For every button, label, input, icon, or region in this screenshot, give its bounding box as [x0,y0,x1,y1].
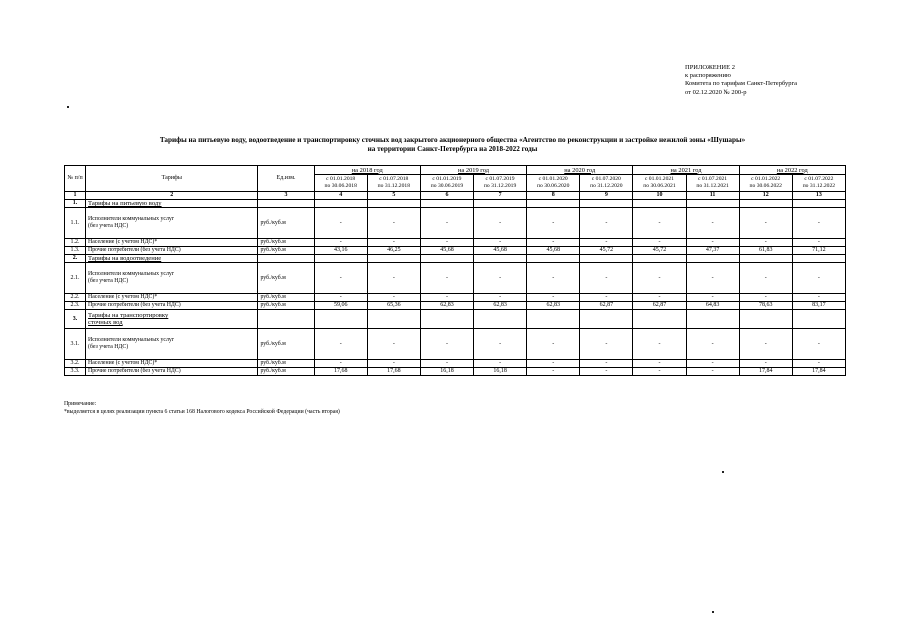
row-number: 3. [65,310,86,329]
column-number: 10 [633,192,686,200]
row-label-line: Население (с учетом НДС)* [88,360,158,366]
column-number: 3 [258,192,314,200]
section-title [86,310,258,329]
period-start: с 01.01.2018 [326,176,356,182]
row-unit: руб./куб.м [258,329,314,360]
tariff-value: 62,83 [527,302,580,310]
footnote-text: *выделяется в целях реализации пункта 6 статьи 168 Налогового кодекса Российской Федерации (часть вторая) [64,409,340,415]
tariff-value: - [739,239,792,247]
appendix-line: к распоряжению [685,72,731,80]
period-end: по 31.12.2020 [590,183,623,189]
period-end: по 30.06.2020 [537,183,570,189]
period-start: с 01.01.2019 [432,176,462,182]
column-number: 9 [580,192,633,200]
row-label-line: (без учета НДС) [88,278,129,284]
tariff-value: - [420,294,473,302]
tariff-value: - [792,263,845,294]
tariff-value: - [633,360,686,368]
row-unit: руб./куб.м [258,263,314,294]
row-number: 3.3. [65,368,86,376]
tariff-value: - [420,239,473,247]
tariff-value: - [474,294,527,302]
row-label [86,239,258,247]
empty-cell [580,200,633,208]
tariff-value: - [686,360,739,368]
row-label [86,302,258,310]
tariff-value: 78,63 [739,302,792,310]
section-row [65,200,846,208]
tariff-value: - [367,208,420,239]
tariff-value: - [633,294,686,302]
row-label-line: (без учета НДС) [88,223,129,229]
row-unit: руб./куб.м [258,239,314,247]
tariff-value: - [580,208,633,239]
footnote-heading: Примечание: [64,401,97,407]
title-line: Тарифы на питьевую воду, водоотведение и транспортировку сточных вод закрытого акционерного общества «Агентство по реконструкции и застройке нежилой зоны «Шушары» [159,136,746,144]
header-period [792,175,845,192]
tariff-value: 45,68 [420,247,473,255]
tariff-value: 17,84 [739,368,792,376]
row-label [86,294,258,302]
empty-cell [686,200,739,208]
tariff-value: - [633,208,686,239]
empty-cell [367,310,420,329]
tariff-value: - [580,360,633,368]
period-end: по 30.06.2018 [324,183,357,189]
appendix-block [685,64,797,97]
tariff-value: - [739,294,792,302]
tariff-value: - [633,239,686,247]
tariff-value: - [686,368,739,376]
tariff-value: 17,68 [314,368,367,376]
tariff-value: - [420,263,473,294]
empty-cell [367,255,420,263]
row-number: 1.1. [65,208,86,239]
period-start: с 01.07.2020 [591,176,621,182]
empty-cell [420,200,473,208]
tariff-value: - [580,368,633,376]
empty-cell [314,255,367,263]
period-end: по 30.06.2022 [749,183,782,189]
section-row [65,310,846,329]
tariff-value: 45,72 [633,247,686,255]
header-year: на 2018 год [314,166,420,175]
table-row [65,329,846,360]
empty-cell [739,200,792,208]
column-number: 13 [792,192,845,200]
header-period [367,175,420,192]
tariff-value: 61,83 [739,247,792,255]
empty-cell [633,200,686,208]
tariff-value: - [474,360,527,368]
tariff-value: - [527,329,580,360]
tariff-value: - [314,294,367,302]
header-year: на 2022 год [739,166,845,175]
empty-cell [474,310,527,329]
empty-cell [580,255,633,263]
tariff-value: 83,17 [792,302,845,310]
tariff-value: - [314,329,367,360]
tariff-value: - [367,263,420,294]
empty-cell [792,200,845,208]
row-number: 2. [65,255,86,263]
period-end: по 30.06.2021 [643,183,676,189]
row-label [86,368,258,376]
table-row [65,368,846,376]
period-end: по 30.06.2019 [430,183,464,189]
tariff-value: 17,68 [367,368,420,376]
empty-cell [258,200,314,208]
row-label [86,329,258,360]
tariff-value: - [792,239,845,247]
footnote [64,400,340,416]
table-row [65,360,846,368]
section-title-line: сточных вод [88,319,123,326]
section-row [65,255,846,263]
tariff-value: 62,83 [420,302,473,310]
tariff-value: - [474,208,527,239]
tariff-value: - [792,360,845,368]
section-title [86,200,258,208]
tariff-value: 16,18 [420,368,473,376]
row-number: 1. [65,200,86,208]
empty-cell [580,310,633,329]
row-label-line: Население (с учетом НДС)* [88,294,158,300]
section-title-line: Тарифы на водоотведение [88,255,162,262]
tariff-value: 43,16 [314,247,367,255]
empty-cell [314,200,367,208]
empty-cell [527,200,580,208]
header-row-column-numbers [65,192,846,200]
tariff-value: - [420,360,473,368]
empty-cell [420,310,473,329]
section-title [86,255,258,263]
tariff-value: - [686,208,739,239]
period-end: по 31.12.2022 [802,183,836,189]
header-period [739,175,792,192]
tariff-value: - [314,208,367,239]
appendix-line: ПРИЛОЖЕНИЕ 2 [685,64,735,71]
table-row [65,294,846,302]
row-unit: руб./куб.м [258,247,314,255]
section-title-line: Тарифы на питьевую воду [88,200,162,207]
period-end: по 31.12.2018 [377,183,410,189]
row-number: 2.3. [65,302,86,310]
row-number: 3.2. [65,360,86,368]
tariff-value: - [527,360,580,368]
header-year: на 2021 год [633,166,739,175]
tariff-value: - [474,239,527,247]
tariff-value: - [792,208,845,239]
tariff-value: - [420,329,473,360]
column-number: 7 [474,192,527,200]
header-tariffs: Тарифы [86,166,258,192]
row-unit: руб./куб.м [258,302,314,310]
tariff-value: 16,18 [474,368,527,376]
tariffs-table [64,165,846,376]
period-start: с 01.01.2022 [751,176,781,182]
empty-cell [527,310,580,329]
column-number: 12 [739,192,792,200]
header-num: № п/п [65,166,86,192]
header-row-years [65,166,846,175]
period-start: с 01.07.2021 [698,176,728,182]
empty-cell [739,310,792,329]
title-line: на территории Санкт-Петербурга на 2018-2022 годы [367,145,538,154]
row-label [86,208,258,239]
empty-cell [633,310,686,329]
tariff-value: - [314,360,367,368]
tariff-value: 71,12 [792,247,845,255]
tariff-value: - [367,239,420,247]
tariff-value: - [527,294,580,302]
period-start: с 01.07.2022 [804,176,834,182]
table-header [65,166,846,200]
period-end: по 31.12.2021 [696,183,729,189]
row-label-line: Прочие потребители (без учета НДС) [88,302,181,308]
row-label-line: Исполнители коммунальных услуг [88,271,175,277]
table-row [65,263,846,294]
tariff-value: - [792,329,845,360]
column-number: 2 [86,192,258,200]
row-number: 1.3. [65,247,86,255]
column-number: 5 [367,192,420,200]
document-title [60,136,845,155]
tariff-value: 65,36 [367,302,420,310]
tariff-value: - [686,263,739,294]
tariff-value: - [367,360,420,368]
row-label [86,263,258,294]
empty-cell [258,255,314,263]
column-number: 11 [686,192,739,200]
tariff-value: - [686,329,739,360]
header-period [527,175,580,192]
scan-speck [712,611,714,613]
row-number: 2.2. [65,294,86,302]
tariff-value: - [420,208,473,239]
row-label-line: Исполнители коммунальных услуг [88,337,175,343]
empty-cell [258,310,314,329]
header-period [474,175,527,192]
section-title-line: Тарифы на транспортировку [88,312,169,319]
header-period [420,175,473,192]
tariff-value: 17,84 [792,368,845,376]
header-period [580,175,633,192]
row-label-line: Прочие потребители (без учета НДС) [88,247,181,253]
row-unit: руб./куб.м [258,294,314,302]
scan-speck [67,106,69,108]
tariff-value: - [474,329,527,360]
header-period [686,175,739,192]
scan-speck [722,471,724,473]
empty-cell [314,310,367,329]
empty-cell [792,255,845,263]
header-year: на 2019 год [420,166,526,175]
table-row [65,208,846,239]
tariff-value: - [474,263,527,294]
period-start: с 01.01.2020 [538,176,568,182]
column-number: 6 [420,192,473,200]
header-unit: Ед.изм. [258,166,314,192]
tariff-value: - [633,368,686,376]
table-row [65,247,846,255]
appendix-line: от 02.12.2020 № 200-р [685,88,747,96]
header-year: на 2020 год [527,166,633,175]
column-number: 8 [527,192,580,200]
tariff-value: - [314,239,367,247]
header-period [633,175,686,192]
appendix-line: Комитета по тарифам Санкт-Петербурга [685,80,798,88]
period-start: с 01.01.2021 [644,176,674,182]
tariff-value: - [527,263,580,294]
empty-cell [527,255,580,263]
row-label-line: Исполнители коммунальных услуг [88,216,175,222]
tariff-value: - [314,263,367,294]
tariff-value: - [739,360,792,368]
tariff-value: 59,06 [314,302,367,310]
row-number: 1.2. [65,239,86,247]
tariff-value: 47,37 [686,247,739,255]
tariff-value: - [633,263,686,294]
tariff-value: - [367,294,420,302]
tariff-value: 45,72 [580,247,633,255]
column-number: 4 [314,192,367,200]
table-row [65,302,846,310]
tariff-value: - [792,294,845,302]
empty-cell [474,200,527,208]
empty-cell [367,200,420,208]
tariff-value: 62,87 [580,302,633,310]
empty-cell [420,255,473,263]
tariff-value: - [739,263,792,294]
row-number: 2.1. [65,263,86,294]
tariff-value: - [633,329,686,360]
tariff-value: 45,68 [474,247,527,255]
tariff-value: - [686,239,739,247]
tariff-value: - [580,239,633,247]
empty-cell [633,255,686,263]
tariff-value: - [739,208,792,239]
tariff-value: - [580,263,633,294]
table-row [65,239,846,247]
tariff-value: 62,83 [474,302,527,310]
header-period [314,175,367,192]
tariff-value: 64,83 [686,302,739,310]
tariff-value: - [367,329,420,360]
tariff-value: 45,68 [527,247,580,255]
row-unit: руб./куб.м [258,208,314,239]
tariff-value: 62,87 [633,302,686,310]
tariff-value: 46,25 [367,247,420,255]
column-number: 1 [65,192,86,200]
row-label-line: Прочие потребители (без учета НДС) [88,368,181,374]
period-start: с 01.07.2019 [485,176,515,182]
row-number: 3.1. [65,329,86,360]
period-start: с 01.07.2018 [379,176,409,182]
empty-cell [686,255,739,263]
row-label [86,360,258,368]
row-label [86,247,258,255]
tariff-value: - [527,208,580,239]
tariff-value: - [739,329,792,360]
empty-cell [739,255,792,263]
tariff-value: - [580,329,633,360]
period-end: по 31.12.2019 [483,183,517,189]
empty-cell [686,310,739,329]
tariff-value: - [527,368,580,376]
row-label-line: Население (с учетом НДС)* [88,239,158,245]
row-label-line: (без учета НДС) [88,344,129,350]
tariff-value: - [686,294,739,302]
row-unit: руб./куб.м [258,368,314,376]
empty-cell [792,310,845,329]
tariff-value: - [580,294,633,302]
row-unit: руб./куб.м [258,360,314,368]
empty-cell [474,255,527,263]
table-body [65,200,846,376]
tariff-value: - [527,239,580,247]
